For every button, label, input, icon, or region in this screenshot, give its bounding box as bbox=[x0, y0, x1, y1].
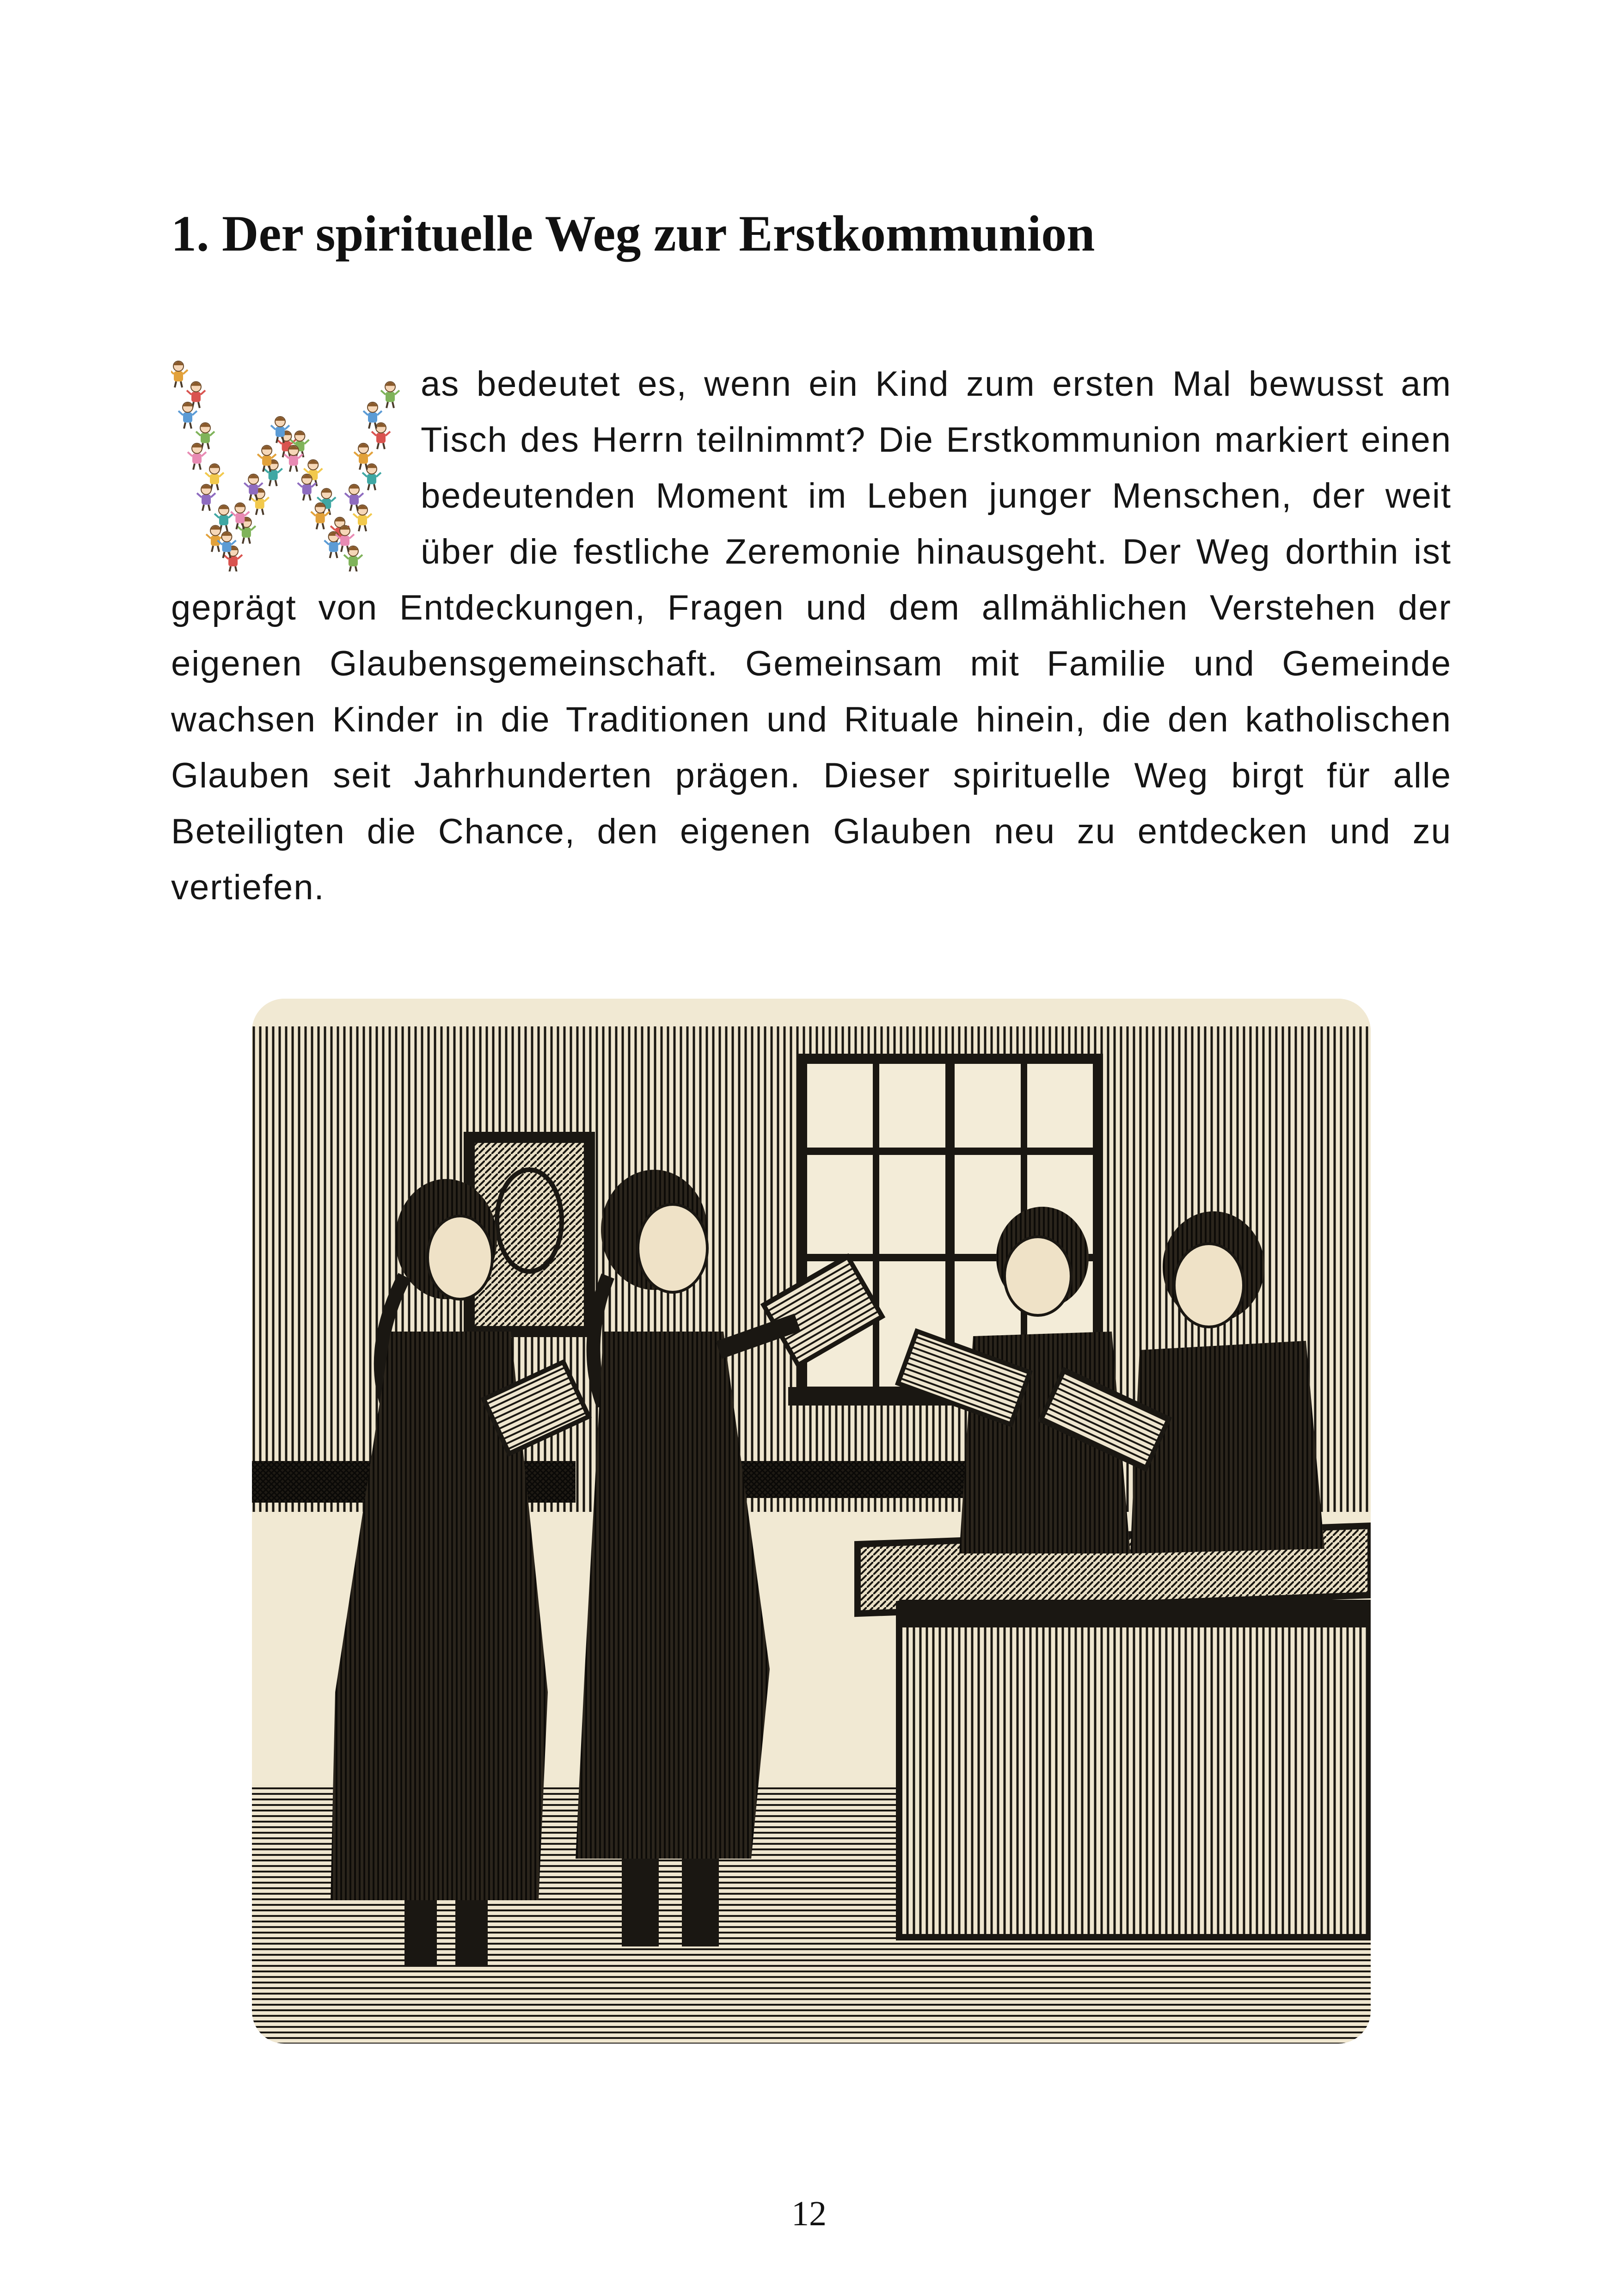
child-figure bbox=[344, 546, 362, 571]
child-figure bbox=[178, 402, 197, 429]
paragraph-text: as bedeutet es, wenn ein Kind zum ersten Mal bewusst am Tisch des Herrn teilnimmt? Die Erstkommunion markiert einen bedeutenden Moment im Leben junger Menschen, der weit über die festliche Zeremonie hinausgeht. Der Weg dorthin ist geprägt von Entdeckungen, Fragen und dem allmählichen Verstehen der eigenen Glaubensgemeinschaft. Gemeinsam mit Familie und Gemeinde wachsen Kinder in die Traditionen und Rituale hinein, die den katholischen Glauben seit Jahrhunderten prägen. Dieser spirituelle Weg birgt für alle Beteiligten die Chance, den eigenen Glauben neu zu entdecken und zu vertiefen. bbox=[171, 364, 1452, 907]
drop-cap-children-figure-w bbox=[171, 359, 402, 571]
drop-cap-initial bbox=[171, 359, 407, 571]
child-figure bbox=[188, 443, 206, 470]
child-figure bbox=[171, 361, 188, 387]
school-desk bbox=[858, 1526, 1371, 1937]
chapter-heading: 1. Der spirituelle Weg zur Erstkommunion bbox=[171, 205, 1095, 262]
classroom-engraving-illustration bbox=[252, 999, 1371, 2044]
engraving-image bbox=[252, 999, 1371, 2044]
child-figure bbox=[381, 381, 399, 408]
child-figure bbox=[353, 505, 372, 531]
child-figure bbox=[362, 464, 381, 490]
intro-paragraph bbox=[171, 356, 1452, 915]
child-figure bbox=[197, 485, 215, 511]
page-number: 12 bbox=[791, 2194, 827, 2233]
child-figure bbox=[372, 423, 390, 449]
